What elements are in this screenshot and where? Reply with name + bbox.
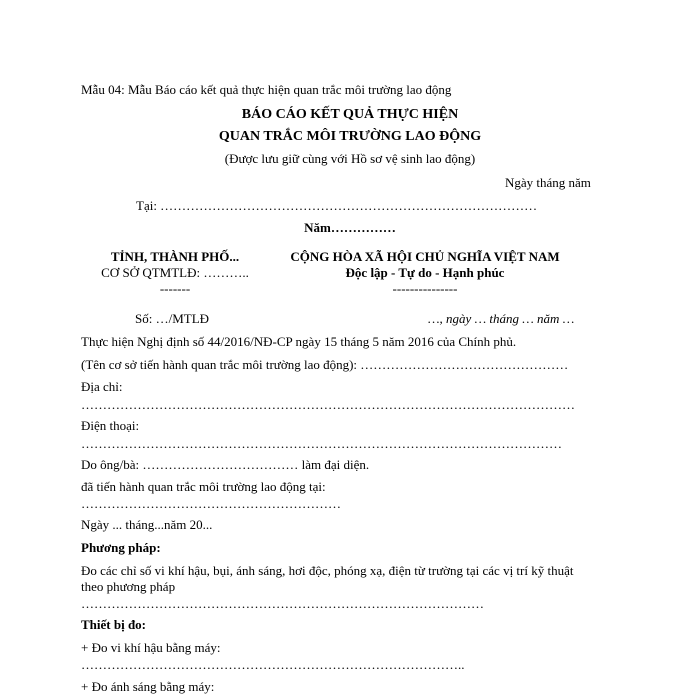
equipment-item-1-dots: …………………………………………………………………………….. <box>81 657 465 672</box>
title-note: (Được lưu giữ cùng với Hồ sơ vệ sinh lao động) <box>224 151 476 166</box>
tai-line: Tại: …………………………………………………………………………… <box>136 198 538 213</box>
equipment-heading: Thiết bị đo: <box>81 617 147 632</box>
province-label: TỈNH, THÀNH PHỐ... <box>110 249 240 264</box>
nam-line: Năm…………… <box>304 220 396 235</box>
address-label: Địa chỉ: <box>81 379 123 394</box>
phone-dots: ………………………………………………………………………………………………… <box>81 436 562 451</box>
decree-line: Thực hiện Nghị định số 44/2016/NĐ-CP ngày 15 tháng 5 năm 2016 của Chính phủ. <box>81 334 517 349</box>
equipment-item-2: + Đo ánh sáng bằng máy: <box>81 679 215 694</box>
document-number: Số: …/MTLĐ <box>135 311 210 326</box>
left-header-dash: ------- <box>159 281 191 296</box>
facility-label: CƠ SỞ QTMTLĐ: ……….. <box>101 265 249 280</box>
method-text-2: theo phương pháp <box>81 579 176 594</box>
form-label: Mẫu 04: Mẫu Báo cáo kết quả thực hiện quan trắc môi trường lao động <box>81 82 452 97</box>
phone-label: Điện thoại: <box>81 418 140 433</box>
method-text-1: Đo các chỉ số vi khí hậu, bụi, ánh sáng, hơi độc, phóng xạ, điện từ trường tại các vị trí kỹ thuật <box>81 563 574 578</box>
method-heading: Phương pháp: <box>81 540 161 555</box>
address-dots: …………………………………………………………………………………………………… <box>81 397 575 412</box>
conducted-line: đã tiến hành quan trắc môi trường lao động tại: <box>81 479 326 494</box>
document-date: …, ngày … tháng … năm … <box>428 311 575 326</box>
date-top: Ngày tháng năm <box>505 175 591 190</box>
national-motto: Độc lập - Tự do - Hạnh phúc <box>345 265 505 280</box>
period-line: Ngày ... tháng...năm 20... <box>81 517 213 532</box>
title-line-2: QUAN TRẮC MÔI TRƯỜNG LAO ĐỘNG <box>218 129 482 144</box>
facility-name-line: (Tên cơ sở tiến hành quan trắc môi trường lao động): ………………………………………… <box>81 357 569 372</box>
right-header-dash: --------------- <box>392 281 458 296</box>
conducted-dots: …………………………………………………… <box>81 496 341 511</box>
representative-line: Do ông/bà: ……………………………… làm đại diện. <box>81 457 370 472</box>
title-line-1: BÁO CÁO KẾT QUẢ THỰC HIỆN <box>241 107 459 122</box>
method-dots: ………………………………………………………………………………… <box>81 596 484 611</box>
republic-title: CỘNG HÒA XÃ HỘI CHỦ NGHĨA VIỆT NAM <box>290 249 560 264</box>
equipment-item-1: + Đo vi khí hậu bằng máy: <box>81 640 221 655</box>
